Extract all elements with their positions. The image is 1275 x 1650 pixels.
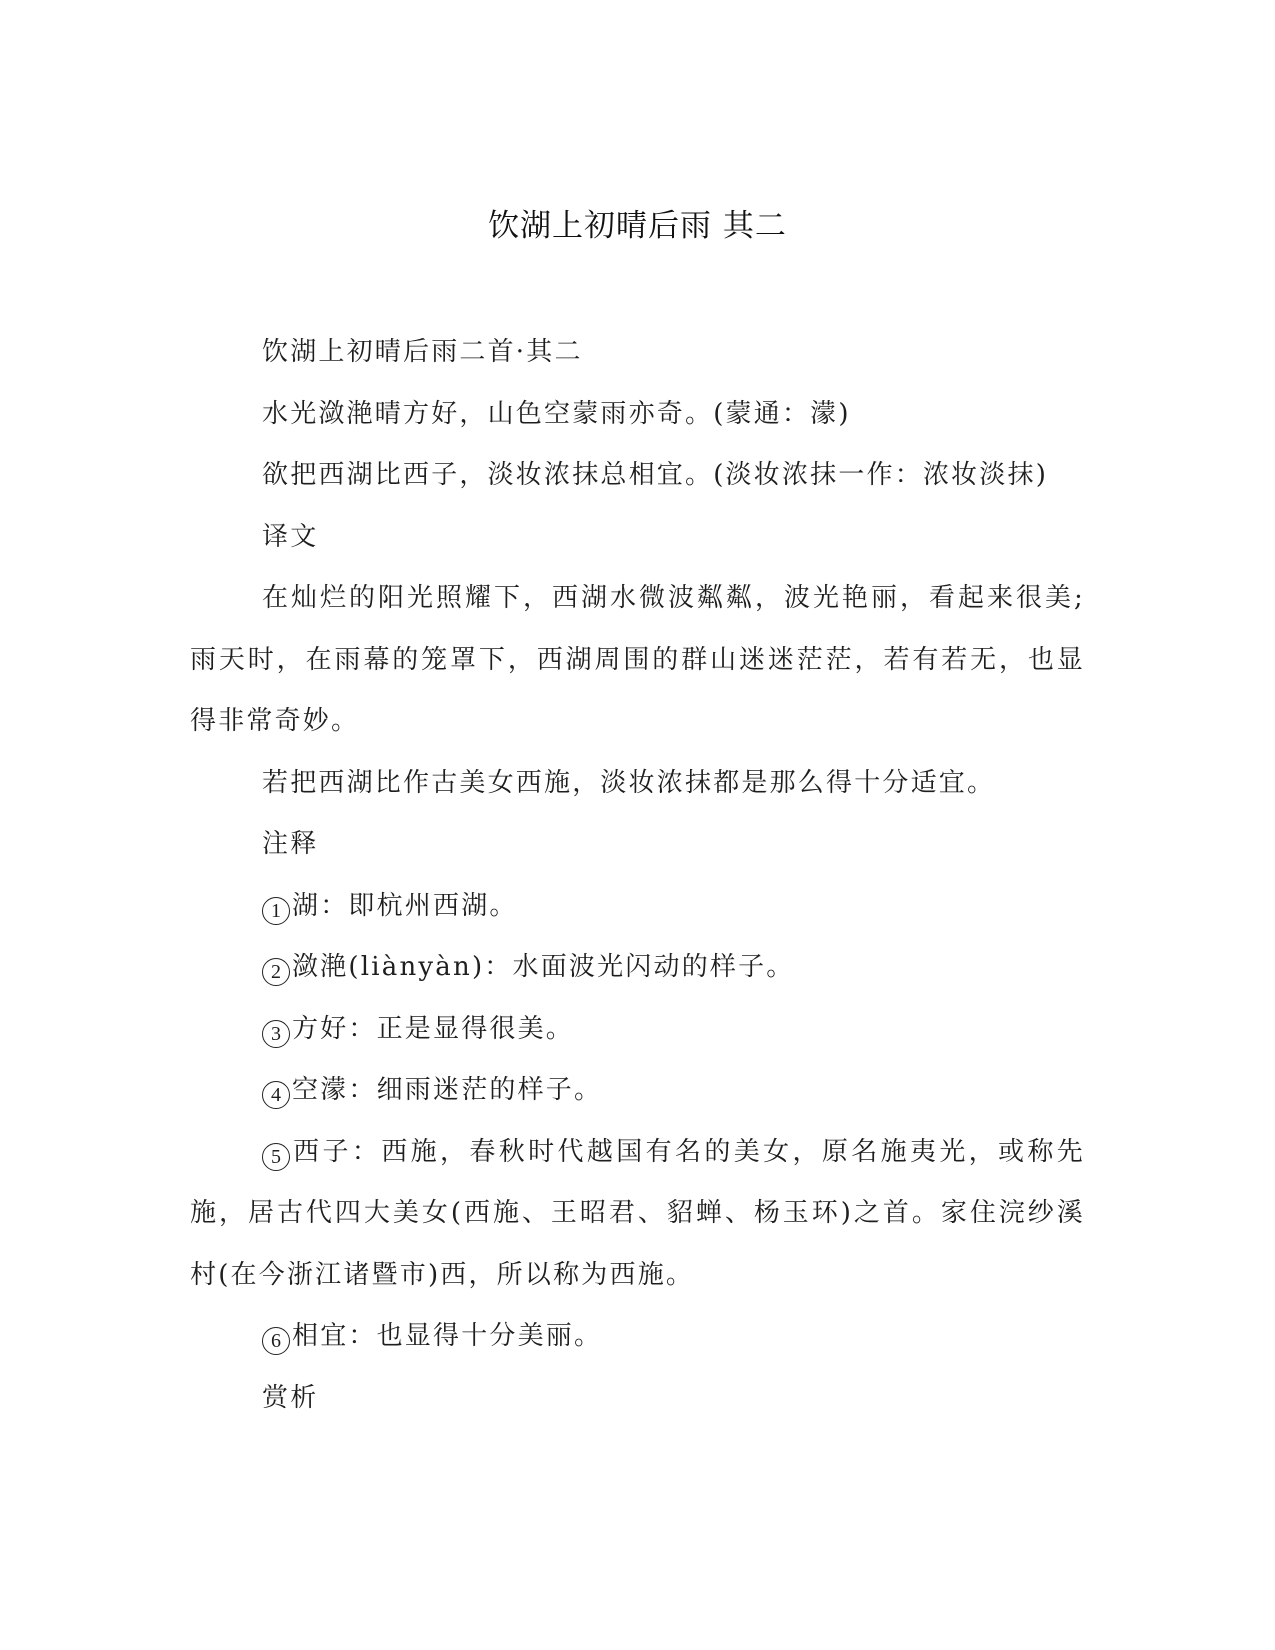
section-heading-translation — [190, 507, 1085, 569]
poem-heading — [190, 322, 1085, 384]
note-item-1 — [190, 876, 1085, 938]
document-body — [190, 322, 1085, 1429]
poem-line-2 — [190, 445, 1085, 507]
note-item-4 — [190, 1060, 1085, 1122]
translation-paragraph-1 — [190, 568, 1085, 753]
circled-number: 2 — [262, 958, 290, 986]
document-title: 饮湖上初晴后雨 其二 — [488, 208, 787, 244]
circled-number: 5 — [262, 1143, 290, 1171]
note-text: 相宜：也显得十分美丽。 — [292, 1321, 603, 1351]
translation-paragraph-2 — [190, 753, 1085, 815]
paragraph-text: 赏析 — [262, 1382, 319, 1413]
note-item-3 — [190, 999, 1085, 1061]
note-text: 西子：西施，春秋时代越国有名的美女，原名施夷光，或称先施，居古代四大美女(西施、王昭君、貂蝉、杨玉环)之首。家住浣纱溪村(在今浙江诸暨市)西，所以称为西施。 — [190, 1136, 1085, 1290]
section-heading-appreciation — [190, 1368, 1085, 1430]
paragraph-text: 若把西湖比作古美女西施，淡妆浓抹都是那么得十分适宜。 — [262, 767, 996, 798]
circled-number: 6 — [262, 1327, 290, 1355]
paragraph-text: 欲把西湖比西子，淡妆浓抹总相宜。(淡妆浓抹一作：浓妆淡抹) — [262, 460, 1049, 490]
section-heading-notes — [190, 814, 1085, 876]
circled-number: 3 — [262, 1020, 290, 1048]
paragraph-text: 在灿烂的阳光照耀下，西湖水微波粼粼，波光艳丽，看起来很美;雨天时，在雨幕的笼罩下，西湖周围的群山迷迷茫茫，若有若无，也显得非常奇妙。 — [190, 583, 1085, 736]
poem-line-1 — [190, 384, 1085, 446]
note-text: 湖：即杭州西湖。 — [292, 890, 518, 921]
note-item-2 — [190, 937, 1085, 999]
paragraph-text: 水光潋滟晴方好，山色空蒙雨亦奇。(蒙通：濛) — [262, 398, 851, 429]
note-text: 潋滟(liànyàn)：水面波光闪动的样子。 — [292, 952, 795, 982]
paragraph-text: 注释 — [262, 829, 319, 859]
paragraph-text: 译文 — [262, 521, 319, 552]
note-text: 空濛：细雨迷茫的样子。 — [292, 1075, 603, 1105]
note-text: 方好：正是显得很美。 — [292, 1013, 575, 1044]
circled-number: 4 — [262, 1081, 290, 1109]
note-item-5 — [190, 1122, 1085, 1307]
paragraph-text: 饮湖上初晴后雨二首·其二 — [262, 337, 583, 367]
note-item-6 — [190, 1306, 1085, 1368]
circled-number: 1 — [262, 897, 290, 925]
